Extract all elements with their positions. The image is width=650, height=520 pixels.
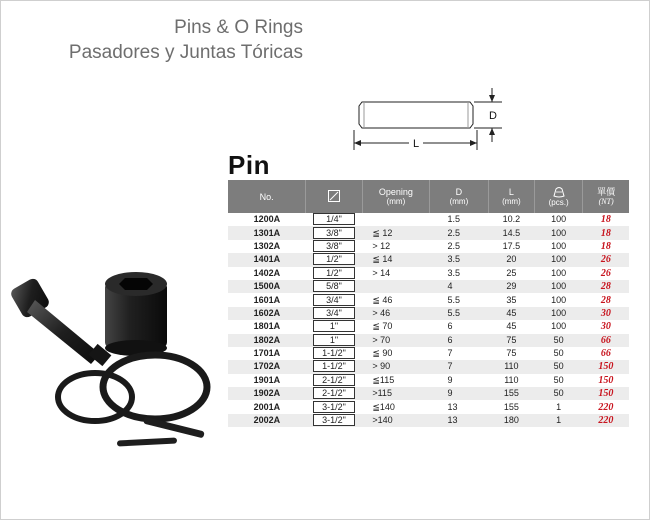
drive-size-box: 1/4" [313,213,355,225]
drive-size-box: 3/4" [313,307,355,319]
table-row [228,213,629,226]
table-row [228,293,629,306]
section-title: Pin [228,150,270,180]
cell-d: 9 [430,374,489,387]
cell-price: 26 [583,253,629,266]
cell-pcs: 100 [534,213,582,226]
cell-d: 6 [430,320,489,333]
cell-no: 1302A [228,240,306,253]
cell-price: 30 [583,320,629,333]
cell-no: 2001A [228,400,306,413]
cell-opening: ≦ 14 [362,253,429,266]
header-l-unit: (mm) [502,196,521,206]
cell-d: 5.5 [430,293,489,306]
cell-size [306,267,363,280]
header-opening-unit: (mm) [386,196,406,206]
table-row [228,414,629,427]
table-row [228,253,629,266]
cell-size [306,293,363,306]
drive-size-box: 1-1/2" [313,360,355,372]
cell-price: 18 [583,226,629,239]
cell-size [306,400,363,413]
header-price [583,180,629,213]
cell-d: 5.5 [430,307,489,320]
product-photo [5,262,220,462]
cell-opening: ≦140 [362,400,429,413]
cell-opening: ≦ 90 [362,347,429,360]
cell-pcs: 100 [534,293,582,306]
cell-pcs: 50 [534,334,582,347]
header-l [488,180,534,213]
header-opening [362,180,429,213]
cell-pcs: 100 [534,280,582,293]
cell-pcs: 100 [534,320,582,333]
cell-opening: ≦ 46 [362,293,429,306]
cell-price: 18 [583,240,629,253]
header-pcs [534,180,582,213]
cell-price: 220 [583,400,629,413]
table-row [228,320,629,333]
drive-size-box: 5/8" [313,280,355,292]
cell-no: 1802A [228,334,306,347]
cell-opening: ≦ 12 [362,226,429,239]
square-drive-icon [328,190,340,202]
cell-l: 25 [488,267,534,280]
cell-size [306,226,363,239]
cell-pcs: 100 [534,226,582,239]
cell-pcs: 50 [534,387,582,400]
drive-size-box: 1/2" [313,267,355,279]
table-row [228,307,629,320]
drive-size-box: 1" [313,334,355,346]
header-pcs-unit: (pcs.) [548,197,569,207]
cell-opening: ≦ 70 [362,320,429,333]
cell-size [306,387,363,400]
label-d: D [489,110,497,122]
cell-price: 18 [583,213,629,226]
cell-size [306,307,363,320]
cell-no: 1401A [228,253,306,266]
cell-opening: > 12 [362,240,429,253]
cell-size [306,374,363,387]
pin-spec-table [228,180,629,427]
cell-opening [362,213,429,226]
cell-opening [362,280,429,293]
header-d-label: D [455,186,463,197]
table-row [228,387,629,400]
cell-pcs: 100 [534,240,582,253]
cell-size [306,360,363,373]
cell-l: 29 [488,280,534,293]
cell-no: 1402A [228,267,306,280]
cell-opening: > 46 [362,307,429,320]
cell-no: 1801A [228,320,306,333]
cell-price: 26 [583,267,629,280]
bag-icon [552,186,566,198]
cell-no: 1902A [228,387,306,400]
cell-no: 2002A [228,414,306,427]
cell-pcs: 100 [534,267,582,280]
impact-socket [105,272,167,356]
cell-no: 1500A [228,280,306,293]
table-row [228,400,629,413]
cell-d: 3.5 [430,253,489,266]
cell-no: 1701A [228,347,306,360]
cell-l: 45 [488,320,534,333]
cell-opening: >140 [362,414,429,427]
cell-d: 6 [430,334,489,347]
table-row [228,360,629,373]
cell-size [306,320,363,333]
cell-price: 66 [583,334,629,347]
header-price-unit: (NT) [598,196,614,206]
drive-size-box: 3/4" [313,294,355,306]
cell-no: 1702A [228,360,306,373]
cell-price: 150 [583,374,629,387]
label-l: L [412,138,420,150]
cell-no: 1301A [228,226,306,239]
header-price-label: 單價 [597,186,616,197]
pin-dimension-diagram [340,80,520,160]
cell-size [306,240,363,253]
header-opening-label: Opening [378,186,413,197]
cell-size [306,253,363,266]
cell-price: 28 [583,280,629,293]
cell-l: 75 [488,334,534,347]
title-spanish: Pasadores y Juntas Tóricas [68,42,303,63]
cell-d: 2.5 [430,240,489,253]
table-row [228,347,629,360]
cell-d: 9 [430,387,489,400]
cell-pcs: 50 [534,347,582,360]
cell-pcs: 50 [534,360,582,373]
cell-no: 1200A [228,213,306,226]
cell-pcs: 50 [534,374,582,387]
extension-bar [9,277,111,367]
table-row [228,280,629,293]
drive-size-box: 1-1/2" [313,347,355,359]
cell-d: 13 [430,414,489,427]
cell-price: 220 [583,414,629,427]
cell-price: 28 [583,293,629,306]
cell-size [306,334,363,347]
drive-size-box: 2-1/2" [313,374,355,386]
cell-size [306,213,363,226]
cell-opening: >115 [362,387,429,400]
cell-size [306,414,363,427]
header-d [430,180,489,213]
cell-no: 1901A [228,374,306,387]
cell-l: 17.5 [488,240,534,253]
cell-l: 180 [488,414,534,427]
drive-size-box: 3/8" [313,240,355,252]
title-english: Pins & O Rings [174,17,303,38]
table-row [228,374,629,387]
cell-l: 45 [488,307,534,320]
cell-l: 155 [488,387,534,400]
cell-size [306,280,363,293]
cell-price: 30 [583,307,629,320]
o-ring-small [58,373,132,421]
cell-no: 1601A [228,293,306,306]
cell-opening: ≦115 [362,374,429,387]
cell-d: 4 [430,280,489,293]
drive-size-box: 1/2" [313,253,355,265]
cell-l: 75 [488,347,534,360]
o-ring-large [103,355,207,419]
drive-size-box: 3-1/2" [313,414,355,426]
drive-size-box: 3-1/2" [313,401,355,413]
cell-l: 14.5 [488,226,534,239]
table-header-row [228,180,629,213]
cell-l: 20 [488,253,534,266]
cell-price: 150 [583,387,629,400]
cell-opening: > 90 [362,360,429,373]
cell-d: 7 [430,360,489,373]
cell-size [306,347,363,360]
cell-opening: > 70 [362,334,429,347]
cell-price: 66 [583,347,629,360]
cell-l: 10.2 [488,213,534,226]
cell-pcs: 1 [534,400,582,413]
table-row [228,240,629,253]
drive-size-box: 3/8" [313,227,355,239]
table-row [228,226,629,239]
table-row [228,267,629,280]
cell-opening: > 14 [362,267,429,280]
table-row [228,334,629,347]
cell-no: 1602A [228,307,306,320]
drive-size-box: 2-1/2" [313,387,355,399]
header-l-label: L [508,186,514,197]
cell-l: 155 [488,400,534,413]
header-size [306,180,363,213]
cell-l: 110 [488,360,534,373]
cell-d: 1.5 [430,213,489,226]
cell-pcs: 100 [534,307,582,320]
cell-d: 2.5 [430,226,489,239]
header-d-unit: (mm) [449,196,469,206]
cell-l: 35 [488,293,534,306]
cell-d: 7 [430,347,489,360]
cell-pcs: 100 [534,253,582,266]
cell-l: 110 [488,374,534,387]
cell-pcs: 1 [534,414,582,427]
header-no: No. [228,180,306,213]
cell-price: 150 [583,360,629,373]
pin-short [117,437,177,446]
drive-size-box: 1" [313,320,355,332]
cell-d: 13 [430,400,489,413]
cell-d: 3.5 [430,267,489,280]
